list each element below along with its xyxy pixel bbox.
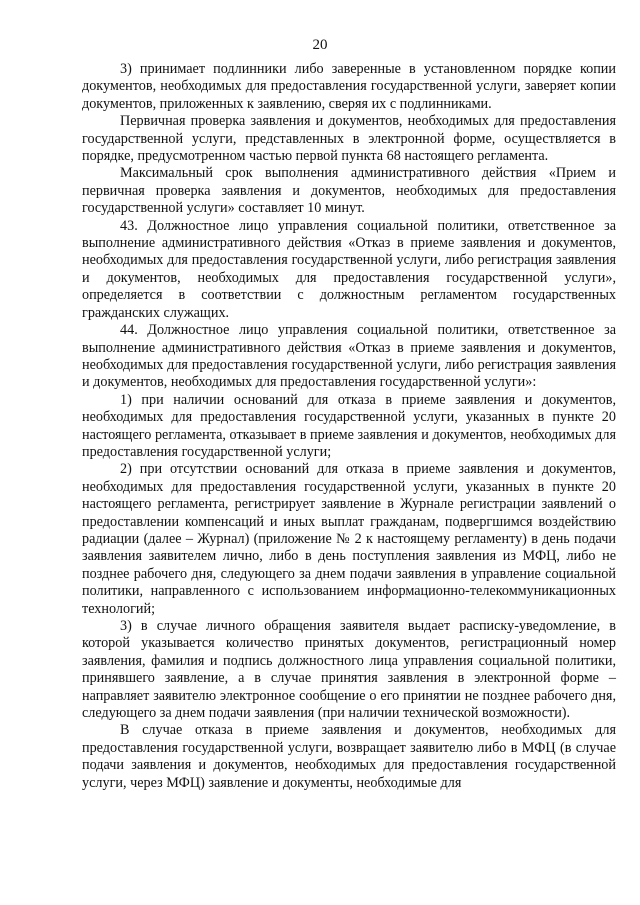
paragraph-7: 2) при отсутствии оснований для отказа в приеме заявления и документов, необходимых для предоставления государственной услуги, указанных в пункте 20 настоящего регламента, регистрирует заявление в Журнале регистрации заявлений о предоставлении компенсаций и иных выплат гражданам, подвергшимся воздействию радиации (далее – Журнал) (приложение № 2 к настоящему регламенту) в день подачи заявления заявителем лично, либо в день поступления заявления из МФЦ, либо не позднее рабочего дня, следующего за днем подачи заявления в управление социальной политики, направленного с использованием информационно-телекоммуникационных технологий; bbox=[82, 461, 616, 617]
paragraph-1: 3) принимает подлинники либо заверенные в установленном порядке копии документов, необходимых для предоставления государственной услуги, заверяет копии документов, приложенных к заявлению, сверяя их с подлинниками. bbox=[82, 61, 616, 112]
paragraph-5: 44. Должностное лицо управления социальной политики, ответственное за выполнение административного действия «Отказ в приеме заявления и документов, необходимых для предоставления государственной услуги, либо регистрация заявления и документов, необходимых для предоставления государственной услуги»: bbox=[82, 322, 616, 391]
document-body bbox=[82, 61, 616, 792]
paragraph-6: 1) при наличии оснований для отказа в приеме заявления и документов, необходимых для предоставления государственной услуги, указанных в пункте 20 настоящего регламента, отказывает в приеме заявления и документов, необходимых для предоставления государственной услуги; bbox=[82, 391, 616, 460]
paragraph-8: 3) в случае личного обращения заявителя выдает расписку-уведомление, в которой указывается количество принятых документов, регистрационный номер заявления, фамилия и подпись должностного лица управления социальной политики, принявшего заявление, а в случае принятия заявления в электронной форме – направляет заявителю электронное сообщение о его принятии не позднее рабочего дня, следующего за днем подачи заявления (при наличии технической возможности). bbox=[82, 618, 616, 722]
paragraph-2: Первичная проверка заявления и документов, необходимых для предоставления государственной услуги, представленных в электронной форме, осуществляется в порядке, предусмотренном частью первой пункта 68 настоящего регламента. bbox=[82, 113, 616, 165]
paragraph-9: В случае отказа в приеме заявления и документов, необходимых для предоставления государственной услуги, возвращает заявителю либо в МФЦ (в случае подачи заявления и документов, необходимых для предоставления государственной услуги, через МФЦ) заявление и документы, необходимые для bbox=[82, 722, 616, 791]
paragraph-4: 43. Должностное лицо управления социальной политики, ответственное за выполнение административного действия «Отказ в приеме заявления и документов, необходимых для предоставления государственной услуги, либо регистрация заявления и документов, необходимых для предоставления государственной услуги», определяется в соответствии с должностным регламентом государственных гражданских служащих. bbox=[82, 217, 616, 321]
paragraph-3: Максимальный срок выполнения административного действия «Прием и первичная проверка заявления и документов, необходимых для предоставления государственной услуги» составляет 10 минут. bbox=[82, 165, 616, 217]
page-number: 20 bbox=[312, 37, 328, 53]
